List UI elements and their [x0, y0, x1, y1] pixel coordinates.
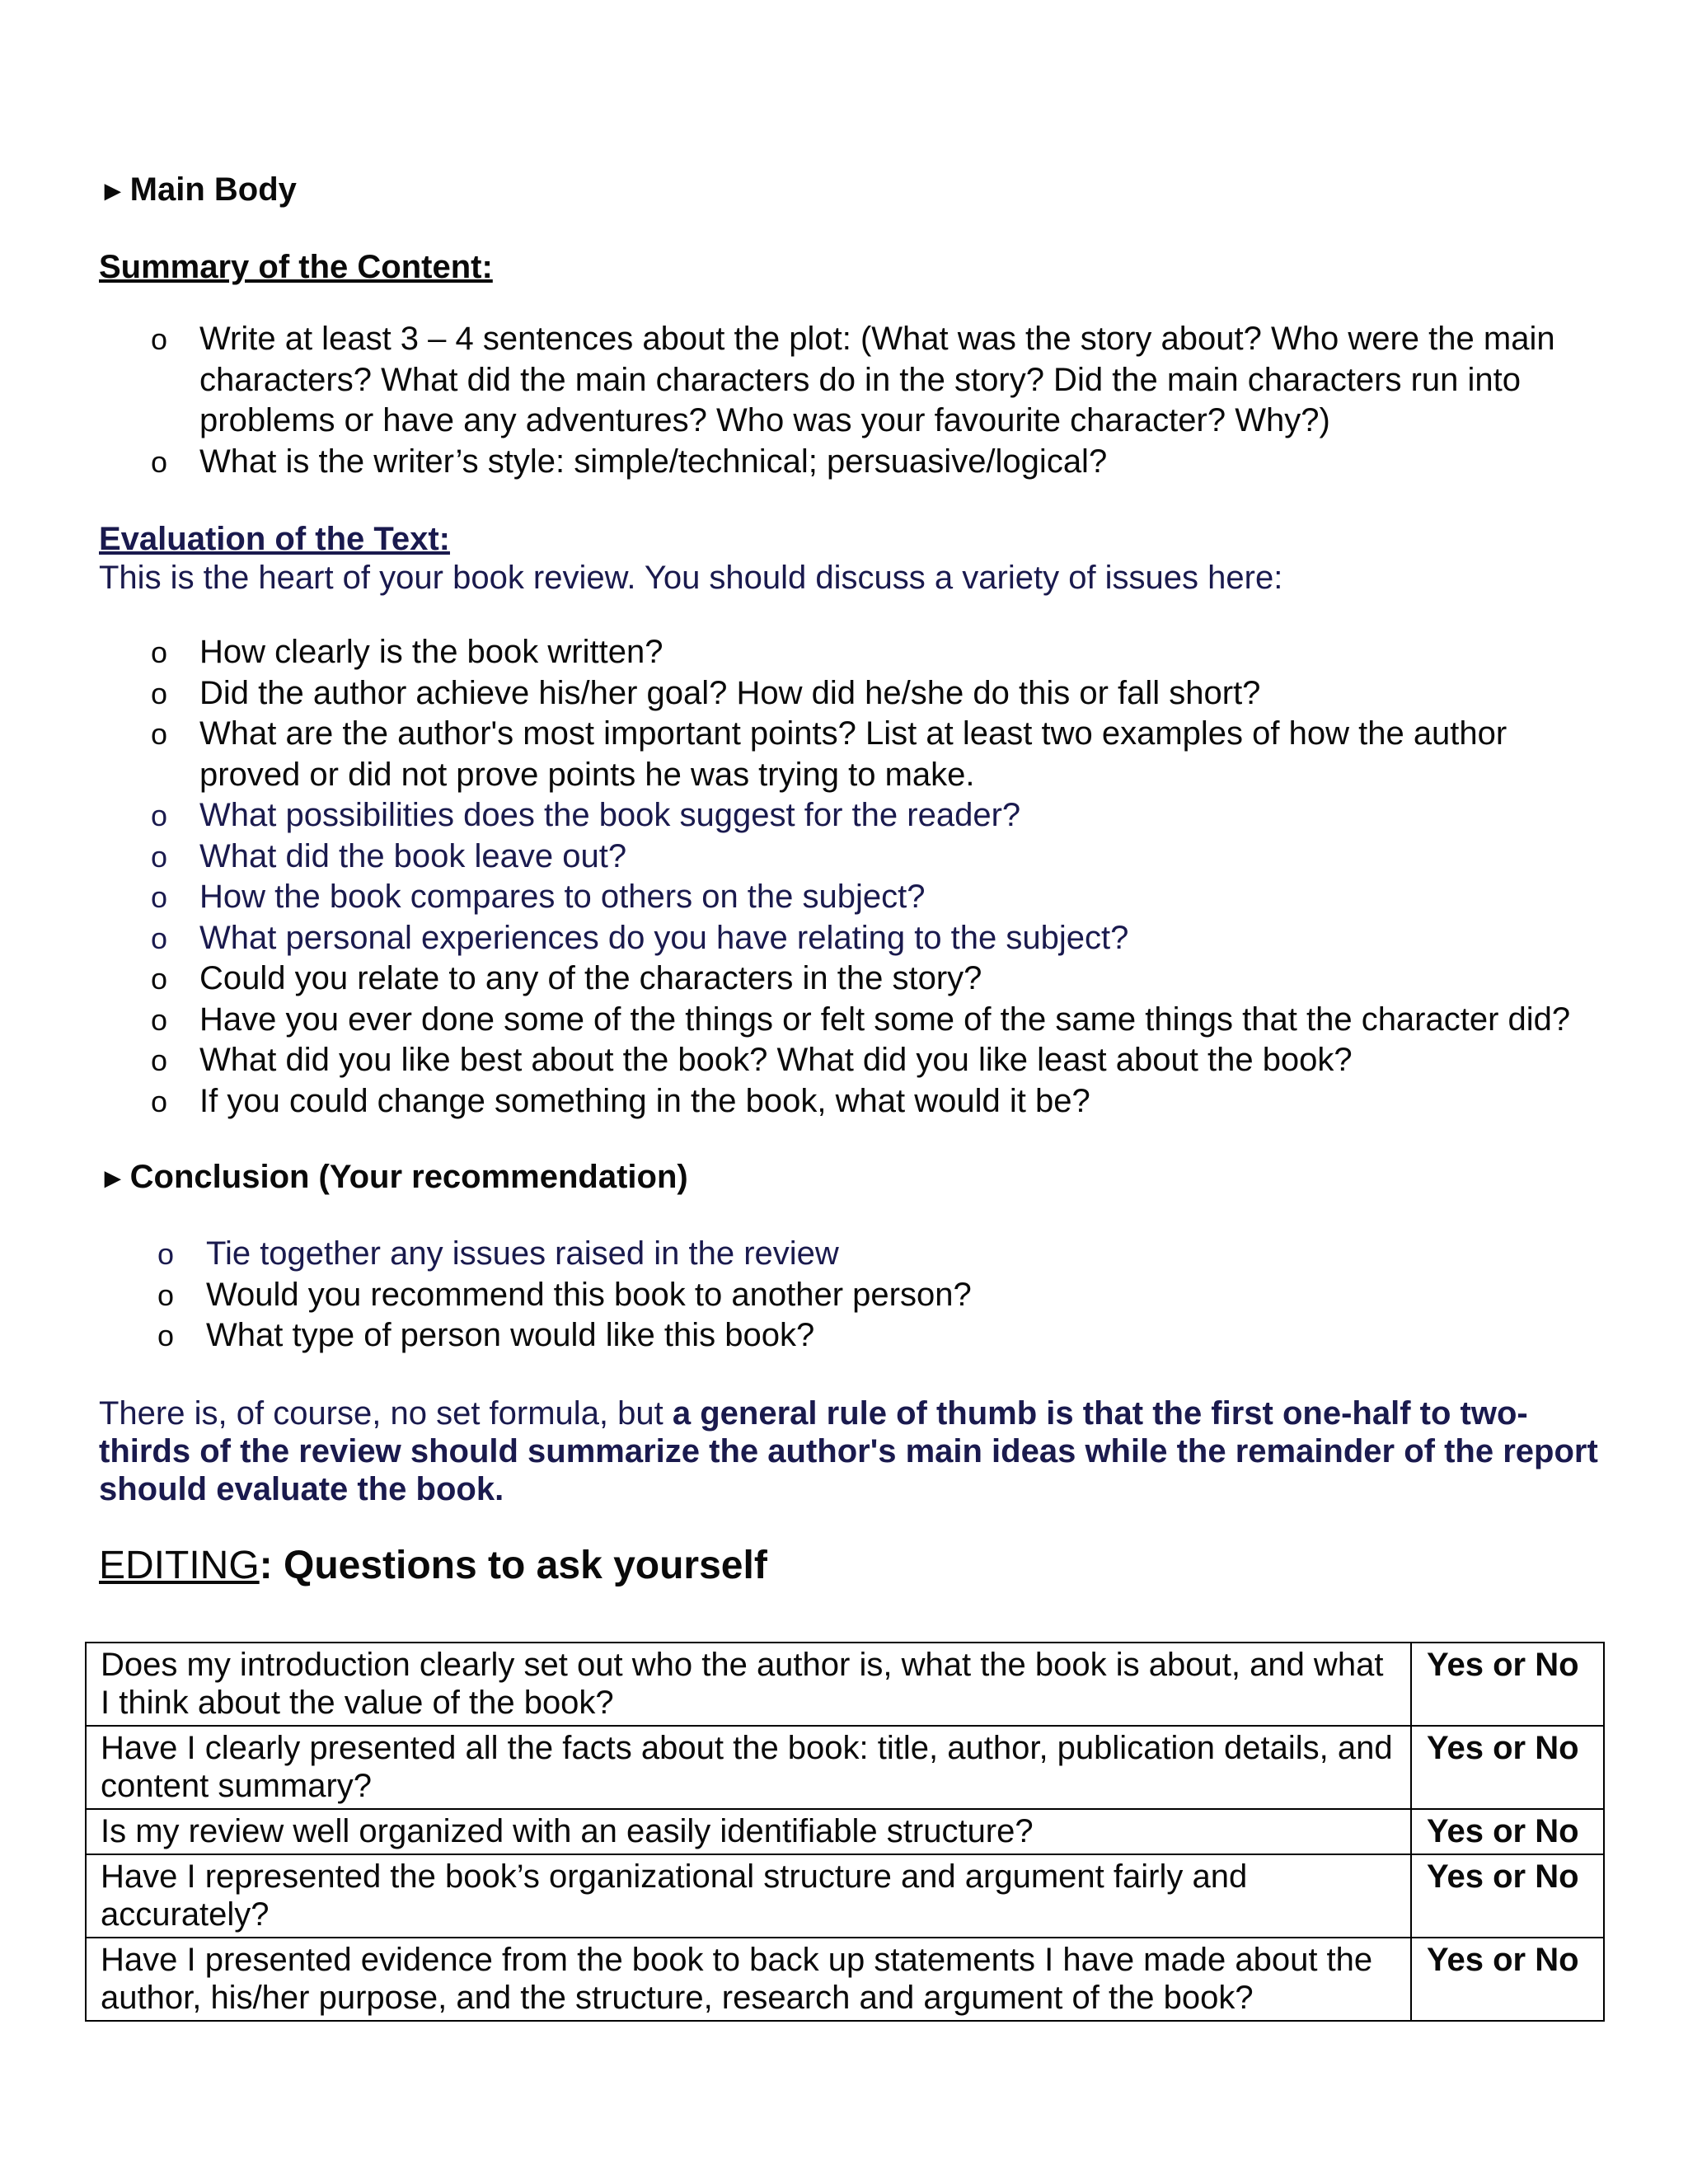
circle-bullet-icon: o	[151, 1043, 168, 1077]
list-item-text: What type of person would like this book?	[206, 1317, 815, 1353]
list-item-text: What personal experiences do you have relating to the subject?	[199, 919, 1129, 956]
list-item	[99, 1000, 1607, 1041]
evaluation-list	[99, 632, 1607, 1122]
circle-bullet-icon: o	[151, 717, 168, 751]
circle-bullet-icon: o	[151, 322, 168, 356]
rule-bold-text: a general rule of thumb is that the first one-half to two-thirds of the review should summarize the author's main ideas while the remainder of the report should evaluate the book.	[99, 1394, 1598, 1507]
document-page	[99, 169, 1607, 1591]
circle-bullet-icon: o	[157, 1237, 175, 1271]
circle-bullet-icon: o	[151, 799, 168, 832]
list-item-text: Write at least 3 – 4 sentences about the plot: (What was the story about? Who were the main characters? What did the main characters do in the story? Did the main characters run into problems or have any adventures? Who was your favourite character? Why?)	[199, 321, 1555, 438]
answer-cell: Yes or No	[1411, 1938, 1604, 2021]
list-item	[99, 673, 1607, 715]
list-item-text: How clearly is the book written?	[199, 634, 663, 670]
question-cell: Is my review well organized with an easily identifiable structure?	[86, 1809, 1411, 1854]
summary-heading: Summary of the Content:	[99, 249, 493, 285]
question-cell: Have I clearly presented all the facts about the book: title, author, publication details, and content summary?	[86, 1726, 1411, 1809]
editing-heading	[99, 1541, 1607, 1591]
circle-bullet-icon: o	[157, 1319, 175, 1352]
question-cell: Have I presented evidence from the book to back up statements I have made about the author, his/her purpose, and the structure, research and argument of the book?	[86, 1938, 1411, 2021]
circle-bullet-icon: o	[151, 880, 168, 914]
circle-bullet-icon: o	[151, 444, 168, 479]
list-item-text: What did the book leave out?	[199, 837, 627, 874]
evaluation-intro: This is the heart of your book review. You should discuss a variety of issues here:	[99, 560, 1283, 596]
list-item	[99, 1081, 1607, 1122]
arrow-icon: ►	[99, 176, 127, 207]
circle-bullet-icon: o	[151, 962, 168, 996]
circle-bullet-icon: o	[151, 839, 168, 874]
circle-bullet-icon: o	[151, 921, 168, 955]
list-item	[99, 918, 1607, 959]
list-item	[99, 837, 1607, 878]
list-item-text: If you could change something in the book, what would it be?	[199, 1082, 1090, 1119]
summary-list	[99, 319, 1607, 482]
conclusion-heading	[99, 1156, 1607, 1199]
list-item	[99, 714, 1607, 795]
list-item	[99, 1275, 1607, 1316]
arrow-icon: ►	[99, 1163, 127, 1194]
main-body-heading	[99, 169, 1607, 212]
list-item	[99, 1315, 1607, 1357]
answer-cell: Yes or No	[1411, 1809, 1604, 1854]
question-cell: Does my introduction clearly set out who the author is, what the book is about, and what I think about the value of the book?	[86, 1643, 1411, 1726]
list-item-text: What did you like best about the book? What did you like least about the book?	[199, 1042, 1353, 1078]
editing-heading-rest: : Questions to ask yourself	[259, 1543, 767, 1587]
list-item-text: Did the author achieve his/her goal? How did he/she do this or fall short?	[199, 674, 1261, 711]
list-item-text: What possibilities does the book suggest for the reader?	[199, 797, 1021, 833]
list-item-text: Have you ever done some of the things or felt some of the same things that the character did?	[199, 1001, 1571, 1038]
table-row	[86, 1726, 1604, 1809]
conclusion-list	[99, 1234, 1607, 1357]
circle-bullet-icon: o	[151, 1002, 168, 1037]
list-item	[99, 958, 1607, 1000]
rule-of-thumb-paragraph	[99, 1394, 1607, 1508]
circle-bullet-icon: o	[151, 1084, 168, 1118]
list-item-text: How the book compares to others on the subject?	[199, 879, 926, 915]
list-item	[99, 632, 1607, 673]
evaluation-heading: Evaluation of the Text:	[99, 521, 450, 557]
editing-checklist-table	[85, 1642, 1605, 2022]
table-row	[86, 1643, 1604, 1726]
question-cell: Have I represented the book’s organizational structure and argument fairly and accurately?	[86, 1854, 1411, 1938]
list-item-text: Tie together any issues raised in the review	[206, 1235, 839, 1272]
circle-bullet-icon: o	[157, 1277, 175, 1312]
list-item-text: What are the author's most important points? List at least two examples of how the author proved or did not prove points he was trying to make.	[199, 715, 1507, 793]
list-item-text: Could you relate to any of the characters in the story?	[199, 960, 982, 996]
main-body-title: Main Body	[129, 171, 297, 208]
list-item	[99, 877, 1607, 918]
answer-cell: Yes or No	[1411, 1643, 1604, 1726]
circle-bullet-icon: o	[151, 676, 168, 710]
list-item	[99, 442, 1607, 483]
table-row	[86, 1938, 1604, 2021]
list-item	[99, 795, 1607, 837]
editing-heading-underlined: EDITING	[99, 1543, 260, 1587]
circle-bullet-icon: o	[151, 635, 168, 669]
list-item	[99, 1040, 1607, 1081]
list-item	[99, 1234, 1607, 1275]
conclusion-title: Conclusion (Your recommendation)	[129, 1159, 688, 1195]
list-item-text: What is the writer’s style: simple/technical; persuasive/logical?	[199, 443, 1108, 480]
answer-cell: Yes or No	[1411, 1726, 1604, 1809]
list-item-text: Would you recommend this book to another person?	[206, 1276, 972, 1313]
table-row	[86, 1809, 1604, 1854]
table-row	[86, 1854, 1604, 1938]
answer-cell: Yes or No	[1411, 1854, 1604, 1938]
list-item	[99, 319, 1607, 442]
rule-lead-text: There is, of course, no set formula, but	[99, 1394, 673, 1432]
